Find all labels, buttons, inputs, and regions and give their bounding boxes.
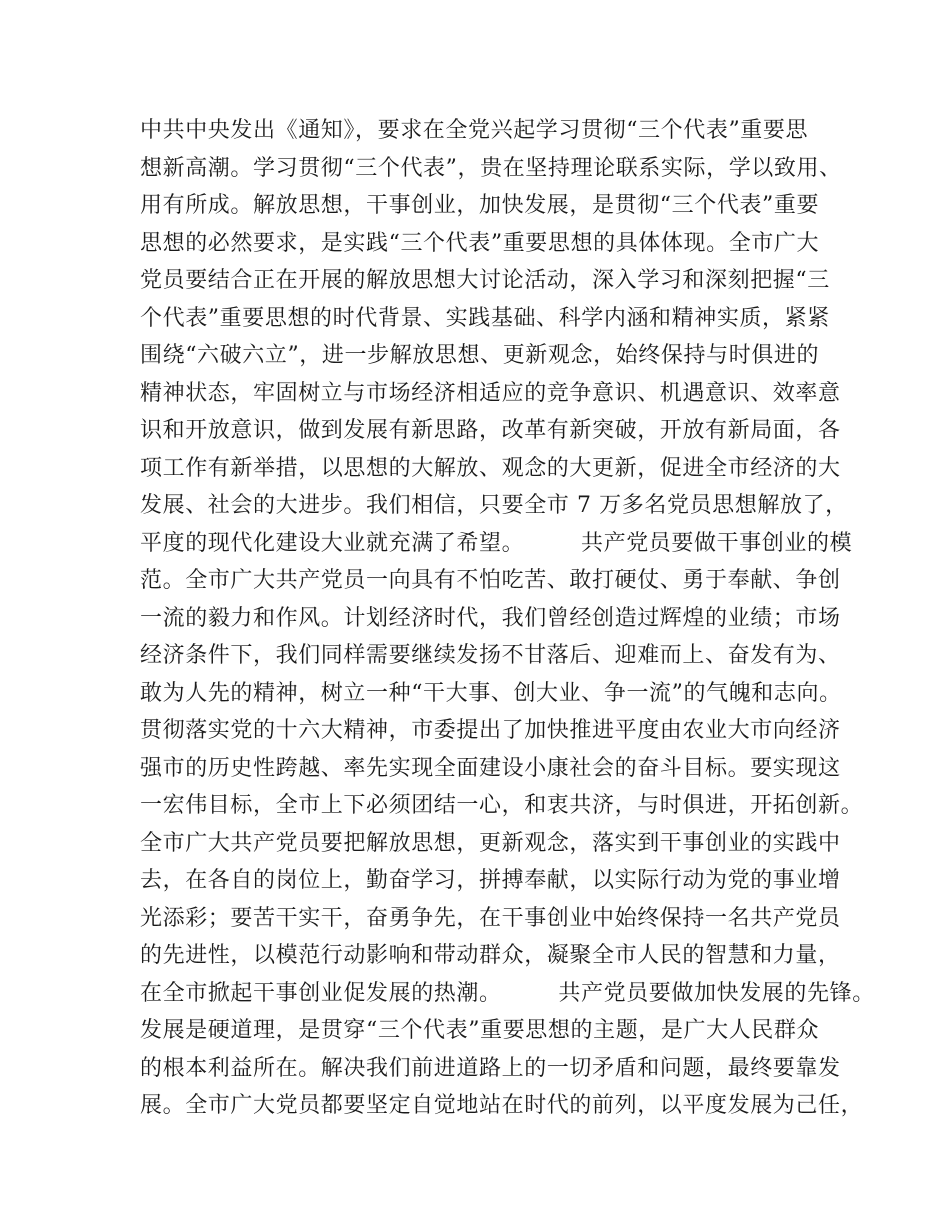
text-line: 全市广大共产党员要把解放思想，更新观念，落实到干事创业的实践中 [140,830,841,856]
text-line: 去，在各自的岗位上，勤奋学习，拼搏奉献，以实际行动为党的事业增 [140,868,841,893]
text-line: 一流的毅力和作风。计划经济时代，我们曾经创造过辉煌的业绩；市场 [140,605,841,631]
text-line: 范。全市广大共产党员一向具有不怕吃苦、敢打硬仗、勇于奉献、争创 [140,568,841,593]
text-line: 光添彩；要苦干实干，奋勇争先，在干事创业中始终保持一名共产党员 [140,905,841,931]
text-line: 强市的历史性跨越、率先实现全面建设小康社会的奋斗目标。要实现这 [140,755,841,781]
text-line: 发展是硬道理，是贯穿“三个代表”重要思想的主题，是广大人民群众 [140,1018,820,1043]
text-line: 的根本利益所在。解决我们前进道路上的一切矛盾和问题，最终要靠发 [140,1055,841,1081]
text-line: 展。全市广大党员都要坚定自觉地站在时代的前列，以平度发展为己任， [140,1093,864,1118]
text-line: 在全市掀起干事创业促发展的热潮。 共产党员要做加快发展的先锋。 [140,980,875,1006]
text-line: 敢为人先的精神，树立一种“干大事、创大业、争一流”的气魄和志向。 [140,680,842,706]
text-line: 一宏伟目标，全市上下必须团结一心，和衷共济，与时俱进，开拓创新。 [140,793,864,818]
text-line: 识和开放意识，做到发展有新思路，改革有新突破，开放有新局面，各 [140,418,841,443]
text-line: 项工作有新举措，以思想的大解放、观念的大更新，促进全市经济的大 [140,455,841,481]
text-line: 党员要结合正在开展的解放思想大讨论活动，深入学习和深刻把握“三 [140,268,830,293]
text-line: 用有所成。解放思想，干事创业，加快发展，是贯彻“三个代表”重要 [140,193,820,218]
text-line: 发展、社会的大进步。我们相信，只要全市 7 万多名党员思想解放了， [140,493,848,518]
text-line: 想新高潮。学习贯彻“三个代表”，贵在坚持理论联系实际，学以致用、 [140,155,842,181]
text-line: 围绕“六破六立”，进一步解放思想、更新观念，始终保持与时俱进的 [140,343,820,368]
text-line: 贯彻落实党的十六大精神，市委提出了加快推进平度由农业大市向经济 [140,718,841,743]
text-line: 精神状态，牢固树立与市场经济相适应的竞争意识、机遇意识、效率意 [140,380,841,406]
text-line: 的先进性，以模范行动影响和带动群众，凝聚全市人民的智慧和力量， [140,943,841,968]
text-line: 中共中央发出《通知》，要求在全党兴起学习贯彻“三个代表”重要思 [140,118,809,143]
text-line: 思想的必然要求，是实践“三个代表”重要思想的具体体现。全市广大 [140,230,820,256]
text-line: 个代表”重要思想的时代背景、实践基础、科学内涵和精神实质，紧紧 [140,305,830,331]
text-line: 经济条件下，我们同样需要继续发扬不甘落后、迎难而上、奋发有为、 [140,643,841,668]
body-text [140,112,875,1125]
text-line: 平度的现代化建设大业就充满了希望。 共产党员要做干事创业的模 [140,530,853,556]
